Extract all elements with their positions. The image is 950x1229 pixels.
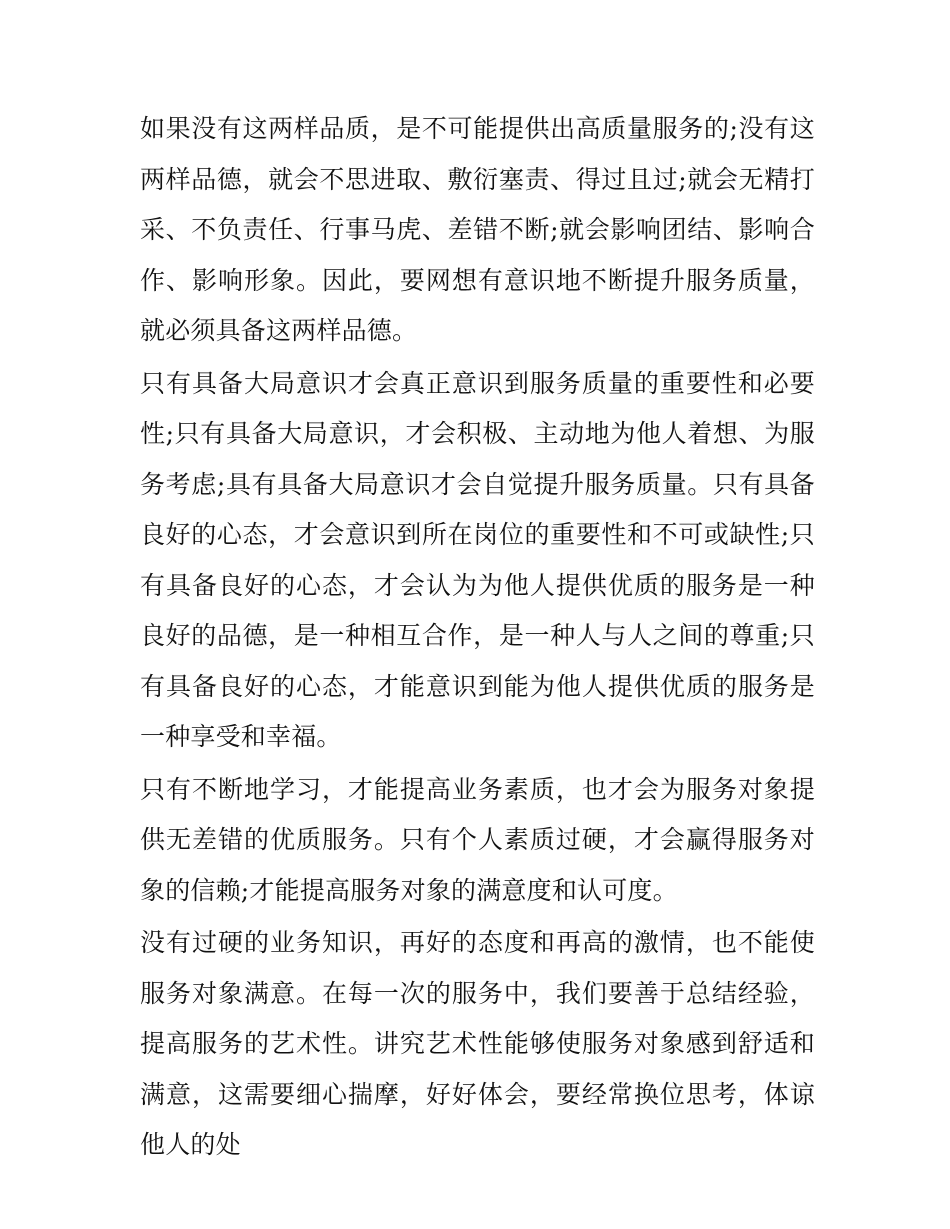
paragraph-4: 没有过硬的业务知识，再好的态度和再高的激情，也不能使服务对象满意。在每一次的服务中，我们要善于总结经验，提高服务的艺术性。讲究艺术性能够使服务对象感到舒适和满意，这需要细心揣摩，好好体会，要经常换位思考，体谅他人的处 bbox=[140, 928, 815, 1159]
paragraph-1: 如果没有这两样品质，是不可能提供出高质量服务的;没有这两样品德，就会不思进取、敷衍塞责、得过且过;就会无精打采、不负责任、行事马虎、差错不断;就会影响团结、影响合作、影响形象。因此，要网想有意识地不断提升服务质量，就必须具备这两样品德。 bbox=[140, 114, 815, 345]
document-page bbox=[140, 104, 815, 1171]
paragraph-3: 只有不断地学习，才能提高业务素质，也才会为服务对象提供无差错的优质服务。只有个人素质过硬，才会赢得服务对象的信赖;才能提高服务对象的满意度和认可度。 bbox=[140, 774, 815, 905]
paragraph-2: 只有具备大局意识才会真正意识到服务质量的重要性和必要性;只有具备大局意识，才会积极、主动地为他人着想、为服务考虑;具有具备大局意识才会自觉提升服务质量。只有具备良好的心态，才会意识到所在岗位的重要性和不可或缺性;只有具备良好的心态，才会认为为他人提供优质的服务是一种良好的品德，是一种相互合作，是一种人与人之间的尊重;只有具备良好的心态，才能意识到能为他人提供优质的服务是一种享受和幸福。 bbox=[140, 368, 815, 751]
